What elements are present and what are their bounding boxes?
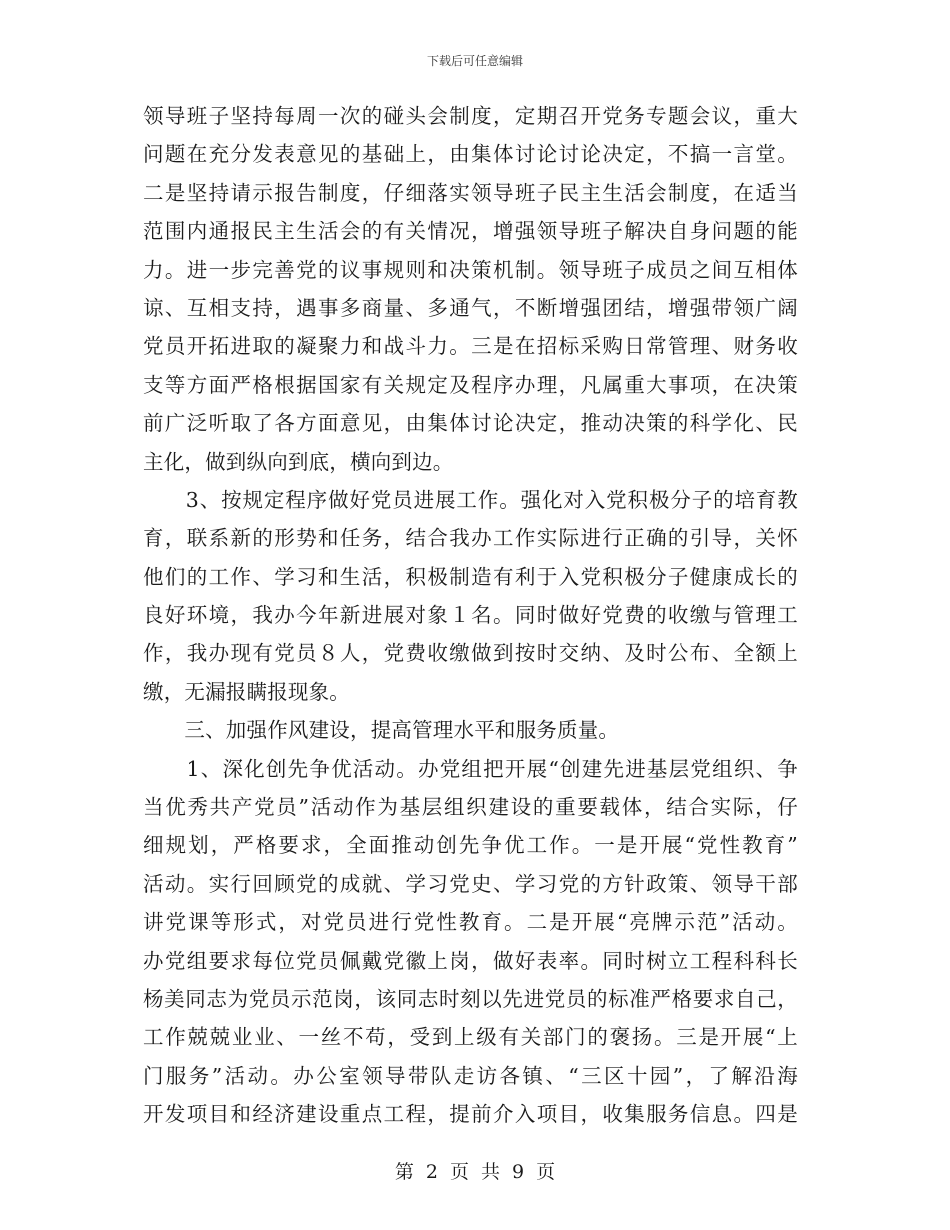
text-line: 前广泛听取了各方面意见，由集体讨论决定，推动决策的科学化、民 <box>143 411 798 436</box>
page-header: 下载后可任意编辑 <box>426 54 523 68</box>
page-footer: 第 2 页 共 9 页 <box>394 1161 556 1183</box>
text-line: 党员开拓进取的凝聚力和战斗力。三是在招标采购日常管理、财务收 <box>143 334 798 359</box>
text-line: 主化，做到纵向到底，横向到边。 <box>143 449 454 474</box>
section-heading: 三、加强作风建设，提高管理水平和服务质量。 <box>143 718 620 743</box>
text-line: 谅、互相支持，遇事多商量、多通气，不断增强团结，增强带领广阔 <box>143 295 798 320</box>
text-line: 杨美同志为党员示范岗，该同志时刻以先进党员的标准严格要求自己， <box>143 986 798 1011</box>
text-line: 办党组要求每位党员佩戴党徽上岗，做好表率。同时树立工程科科长 <box>143 948 798 973</box>
text-line: 缴，无漏报瞒报现象。 <box>143 679 350 704</box>
text-line: 作，我办现有党员８人，党费收缴做到按时交纳、及时公布、全额上 <box>143 641 798 666</box>
text-line: 门服务”活动。办公室领导带队走访各镇、“三区十园”，了解沿海 <box>143 1063 798 1088</box>
document-body <box>143 97 798 1134</box>
text-line: 二是坚持请示报告制度，仔细落实领导班子民主生活会制度，在适当 <box>143 180 798 205</box>
text-line: 工作兢兢业业、一丝不苟，受到上级有关部门的褒扬。三是开展“上 <box>143 1025 798 1050</box>
text-line: 细规划，严格要求，全面推动创先争优工作。一是开展“党性教育” <box>143 833 798 858</box>
text-line: 育，联系新的形势和任务，结合我办工作实际进行正确的引导，关怀 <box>143 526 798 551</box>
text-line: 支等方面严格根据国家有关规定及程序办理，凡属重大事项，在决策 <box>143 372 798 397</box>
text-line: 范围内通报民主生活会的有关情况，增强领导班子解决自身问题的能 <box>143 219 798 244</box>
text-line: 当优秀共产党员”活动作为基层组织建设的重要载体，结合实际，仔 <box>143 795 798 820</box>
text-line: 1、深化创先争优活动。办党组把开展“创建先进基层党组织、争 <box>143 756 798 781</box>
text-line: 力。进一步完善党的议事规则和决策机制。领导班子成员之间互相体 <box>143 257 798 282</box>
text-line: 问题在充分发表意见的基础上，由集体讨论讨论决定，不搞一言堂。 <box>143 142 798 167</box>
text-line: 良好环境，我办今年新进展对象１名。同时做好党费的收缴与管理工 <box>143 603 798 628</box>
text-line: 3、按规定程序做好党员进展工作。强化对入党积极分子的培育教 <box>143 487 798 512</box>
text-line: 活动。实行回顾党的成就、学习党史、学习党的方针政策、领导干部 <box>143 871 798 896</box>
text-line: 讲党课等形式，对党员进行党性教育。二是开展“亮牌示范”活动。 <box>143 910 798 935</box>
text-line: 领导班子坚持每周一次的碰头会制度，定期召开党务专题会议，重大 <box>143 104 798 128</box>
text-line: 开发项目和经济建设重点工程，提前介入项目，收集服务信息。四是 <box>143 1102 798 1127</box>
text-line: 他们的工作、学习和生活，积极制造有利于入党积极分子健康成长的 <box>143 564 798 589</box>
